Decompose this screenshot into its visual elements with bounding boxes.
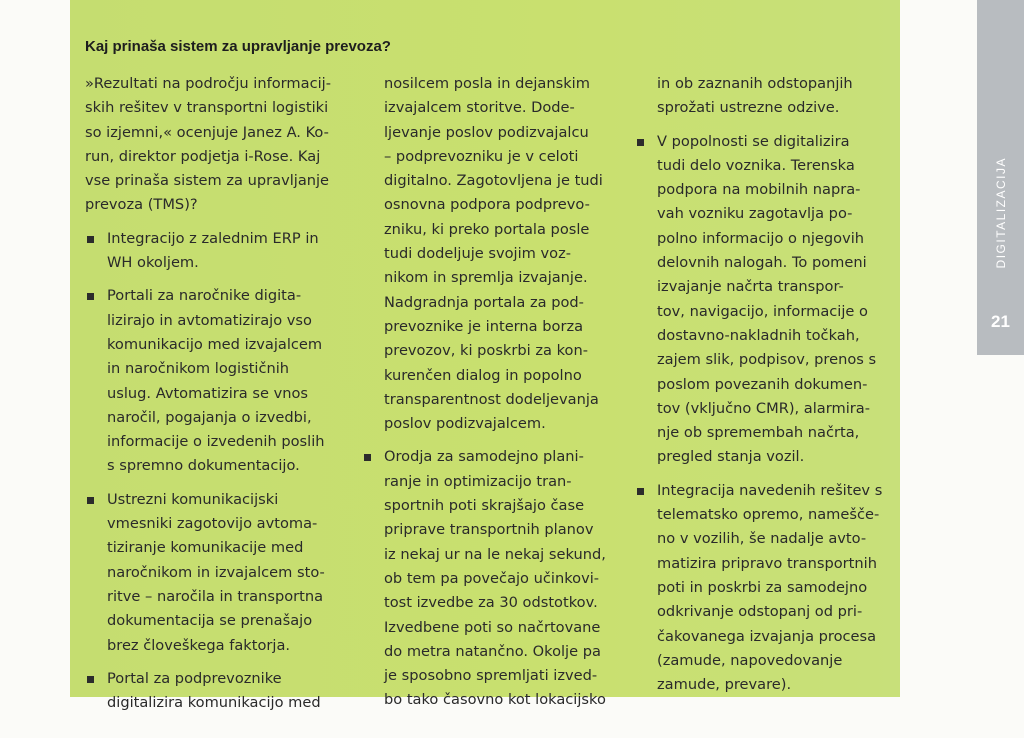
text-line: [635, 576, 897, 600]
bullet-line: [635, 130, 897, 154]
text-line: [362, 388, 624, 412]
line-text: dostavno-nakladnih točkah,: [657, 326, 860, 344]
line-text: ob tem pa povečajo učinkovi-: [384, 569, 600, 587]
line-text: ljevanje poslov podizvajalcu: [384, 123, 589, 141]
line-text: polno informacijo o njegovih: [657, 229, 865, 247]
line-text: no v vozilih, še nadalje avto-: [657, 530, 867, 548]
text-column-3: [635, 72, 897, 697]
text-line: [362, 291, 624, 315]
line-text: Ustrezni komunikacijski: [107, 490, 279, 508]
paragraph-gap: [85, 218, 353, 227]
text-line: [362, 640, 624, 664]
text-line: [362, 121, 624, 145]
text-line: [85, 512, 353, 536]
line-text: in naročnikom logističnih: [107, 360, 290, 378]
line-text: izvajanje načrta transpor-: [657, 278, 844, 296]
bullet-square-icon: [637, 139, 644, 146]
text-line: [362, 567, 624, 591]
text-line: [635, 445, 897, 469]
line-text: s spremno dokumentacijo.: [107, 457, 300, 475]
text-line: [362, 72, 624, 96]
line-text: digitalizira komunikacijo med: [107, 694, 321, 712]
text-line: [362, 688, 624, 712]
line-text: tiziranje komunikacije med: [107, 539, 304, 557]
line-text: nje ob spremembah načrta,: [657, 424, 860, 442]
text-line: [362, 518, 624, 542]
line-text: matizira pripravo transportnih: [657, 554, 877, 572]
line-text: nosilcem posla in dejanskim: [384, 75, 590, 92]
line-text: run, direktor podjetja i-Rose. Kaj: [85, 147, 321, 165]
text-line: [85, 585, 353, 609]
paragraph-gap: [635, 470, 897, 479]
bullet-line: [635, 479, 897, 503]
line-text: prevoza (TMS)?: [85, 196, 198, 214]
line-text: sprožati ustrezne odzive.: [657, 99, 840, 117]
line-text: lizirajo in avtomatizirajo vso: [107, 311, 312, 329]
text-line: [635, 251, 897, 275]
page-number: 21: [991, 312, 1010, 331]
line-text: Izvedbene poti so načrtovane: [384, 618, 601, 636]
text-line: [85, 333, 353, 357]
bullet-square-icon: [87, 676, 94, 683]
text-line: [635, 96, 897, 120]
line-text: naročil, pogajanja o izvedbi,: [107, 408, 312, 426]
text-line: [635, 649, 897, 673]
text-line: [85, 72, 353, 96]
text-line: [362, 315, 624, 339]
text-line: [362, 664, 624, 688]
text-line: [635, 300, 897, 324]
line-text: izvajalcem storitve. Dode-: [384, 99, 575, 117]
text-line: [635, 178, 897, 202]
text-line: [362, 494, 624, 518]
text-line: [362, 364, 624, 388]
line-text: komunikacijo med izvajalcem: [107, 335, 323, 353]
text-line: [635, 324, 897, 348]
bullet-line: [362, 445, 624, 469]
text-line: [85, 96, 353, 120]
line-text: (zamude, napovedovanje: [657, 651, 843, 669]
line-text: tudi dodeljuje svojim voz-: [384, 245, 572, 263]
line-text: digitalno. Zagotovljena je tudi: [384, 172, 603, 190]
text-line: [362, 470, 624, 494]
line-text: čakovanega izvajanja procesa: [657, 627, 877, 645]
text-line: [362, 218, 624, 242]
line-text: ranje in optimizacijo tran-: [384, 472, 572, 490]
text-line: [635, 275, 897, 299]
line-text: sportnih poti skrajšajo čase: [384, 497, 585, 515]
line-text: brez človeškega faktorja.: [107, 636, 291, 654]
line-text: tudi delo voznika. Terenska: [657, 156, 855, 174]
text-line: [635, 202, 897, 226]
text-column-2: [362, 72, 624, 713]
line-text: Integracija navedenih rešitev s: [657, 481, 883, 499]
text-line: [85, 634, 353, 658]
line-text: Orodja za samodejno plani-: [384, 448, 584, 466]
text-line: [85, 251, 353, 275]
text-line: [635, 348, 897, 372]
line-text: WH okoljem.: [107, 254, 199, 272]
text-line: [635, 227, 897, 251]
paragraph-gap: [362, 436, 624, 445]
line-text: naročnikom in izvajalcem sto-: [107, 563, 325, 581]
text-line: [635, 373, 897, 397]
bullet-square-icon: [364, 454, 371, 461]
line-text: Portali za naročnike digita-: [107, 287, 302, 305]
bullet-square-icon: [87, 293, 94, 300]
text-line: [362, 616, 624, 640]
text-line: [85, 169, 353, 193]
text-line: [85, 145, 353, 169]
text-line: [85, 121, 353, 145]
line-text: skih rešitev v transportni logistiki: [85, 99, 329, 117]
text-line: [85, 382, 353, 406]
line-text: bo tako časovno kot lokacijsko: [384, 691, 606, 709]
text-line: [85, 406, 353, 430]
text-line: [635, 397, 897, 421]
text-line: [362, 169, 624, 193]
line-text: zajem slik, podpisov, prenos s: [657, 351, 877, 369]
line-text: podpora na mobilnih napra-: [657, 181, 861, 199]
text-line: [85, 430, 353, 454]
text-line: [85, 561, 353, 585]
line-text: do metra natančno. Okolje pa: [384, 642, 601, 660]
text-line: [362, 96, 624, 120]
bullet-line: [85, 488, 353, 512]
line-text: tov, navigacijo, informacije o: [657, 302, 868, 320]
bullet-square-icon: [87, 236, 94, 243]
line-text: poslov podizvajalcem.: [384, 415, 546, 433]
text-line: [85, 193, 353, 217]
line-text: delovnih nalogah. To pomeni: [657, 254, 867, 272]
line-text: V popolnosti se digitalizira: [657, 132, 850, 150]
bullet-line: [85, 667, 353, 691]
line-text: pregled stanja vozil.: [657, 448, 805, 466]
line-text: poti in poskrbi za samodejno: [657, 578, 868, 596]
line-text: informacije o izvedenih poslih: [107, 433, 325, 451]
paragraph-gap: [635, 121, 897, 130]
line-text: iz nekaj ur na le nekaj sekund,: [384, 545, 606, 563]
line-text: vah vozniku zagotavlja po-: [657, 205, 853, 223]
text-line: [362, 266, 624, 290]
line-text: so izjemni,« ocenjuje Janez A. Ko-: [85, 123, 329, 141]
line-text: ritve – naročila in transportna: [107, 587, 324, 605]
line-text: dokumentacija se prenašajo: [107, 612, 313, 630]
text-line: [362, 339, 624, 363]
text-line: [85, 357, 353, 381]
bullet-square-icon: [87, 497, 94, 504]
line-text: uslug. Avtomatizira se vnos: [107, 384, 308, 402]
line-text: prevozov, ki poskrbi za kon-: [384, 342, 588, 360]
text-line: [362, 193, 624, 217]
line-text: – podprevozniku je v celoti: [384, 147, 579, 165]
line-text: odkrivanje odstopanj od pri-: [657, 603, 863, 621]
line-text: priprave transportnih planov: [384, 521, 594, 539]
text-line: [635, 154, 897, 178]
line-text: prevoznike je interna borza: [384, 317, 584, 335]
text-line: [635, 72, 897, 96]
text-line: [635, 527, 897, 551]
text-line: [362, 145, 624, 169]
text-line: [362, 543, 624, 567]
line-text: in ob zaznanih odstopanjih: [657, 75, 853, 92]
paragraph-gap: [85, 275, 353, 284]
article-title: Kaj prinaša sistem za upravljanje prevoza?: [85, 38, 391, 55]
line-text: je sposobno spremljati izved-: [384, 667, 598, 685]
line-text: kurenčen dialog in popolno: [384, 366, 582, 384]
bullet-square-icon: [637, 488, 644, 495]
bullet-line: [85, 227, 353, 251]
line-text: Integracijo z zalednim ERP in: [107, 229, 319, 247]
text-line: [635, 673, 897, 697]
section-label: [977, 118, 1024, 308]
text-line: [635, 421, 897, 445]
section-label-text: DIGITALIZACIJA: [993, 157, 1008, 269]
text-line: [362, 412, 624, 436]
text-line: [635, 625, 897, 649]
text-line: [362, 242, 624, 266]
line-text: tov (vključno CMR), alarmira-: [657, 399, 870, 417]
line-text: vmesniki zagotovijo avtoma-: [107, 515, 318, 533]
text-line: [85, 536, 353, 560]
paragraph-gap: [85, 658, 353, 667]
text-line: [85, 309, 353, 333]
line-text: vse prinaša sistem za upravljanje: [85, 172, 330, 190]
text-line: [85, 691, 353, 715]
line-text: poslom povezanih dokumen-: [657, 375, 868, 393]
line-text: »Rezultati na področju informacij-: [85, 75, 331, 92]
line-text: zamude, prevare).: [657, 676, 792, 694]
text-line: [635, 552, 897, 576]
line-text: osnovna podpora podprevo-: [384, 196, 590, 214]
text-line: [362, 591, 624, 615]
line-text: Nadgradnja portala za pod-: [384, 293, 584, 311]
line-text: nikom in spremlja izvajanje.: [384, 269, 588, 287]
line-text: Portal za podprevoznike: [107, 669, 282, 687]
text-line: [85, 454, 353, 478]
line-text: telematsko opremo, namešče-: [657, 506, 880, 524]
text-line: [635, 503, 897, 527]
text-column-1: [85, 72, 353, 715]
text-line: [85, 609, 353, 633]
line-text: zniku, ki preko portala posle: [384, 220, 590, 238]
line-text: transparentnost dodeljevanja: [384, 390, 599, 408]
bullet-line: [85, 284, 353, 308]
text-line: [635, 600, 897, 624]
line-text: tost izvedbe za 30 odstotkov.: [384, 594, 598, 612]
paragraph-gap: [85, 479, 353, 488]
